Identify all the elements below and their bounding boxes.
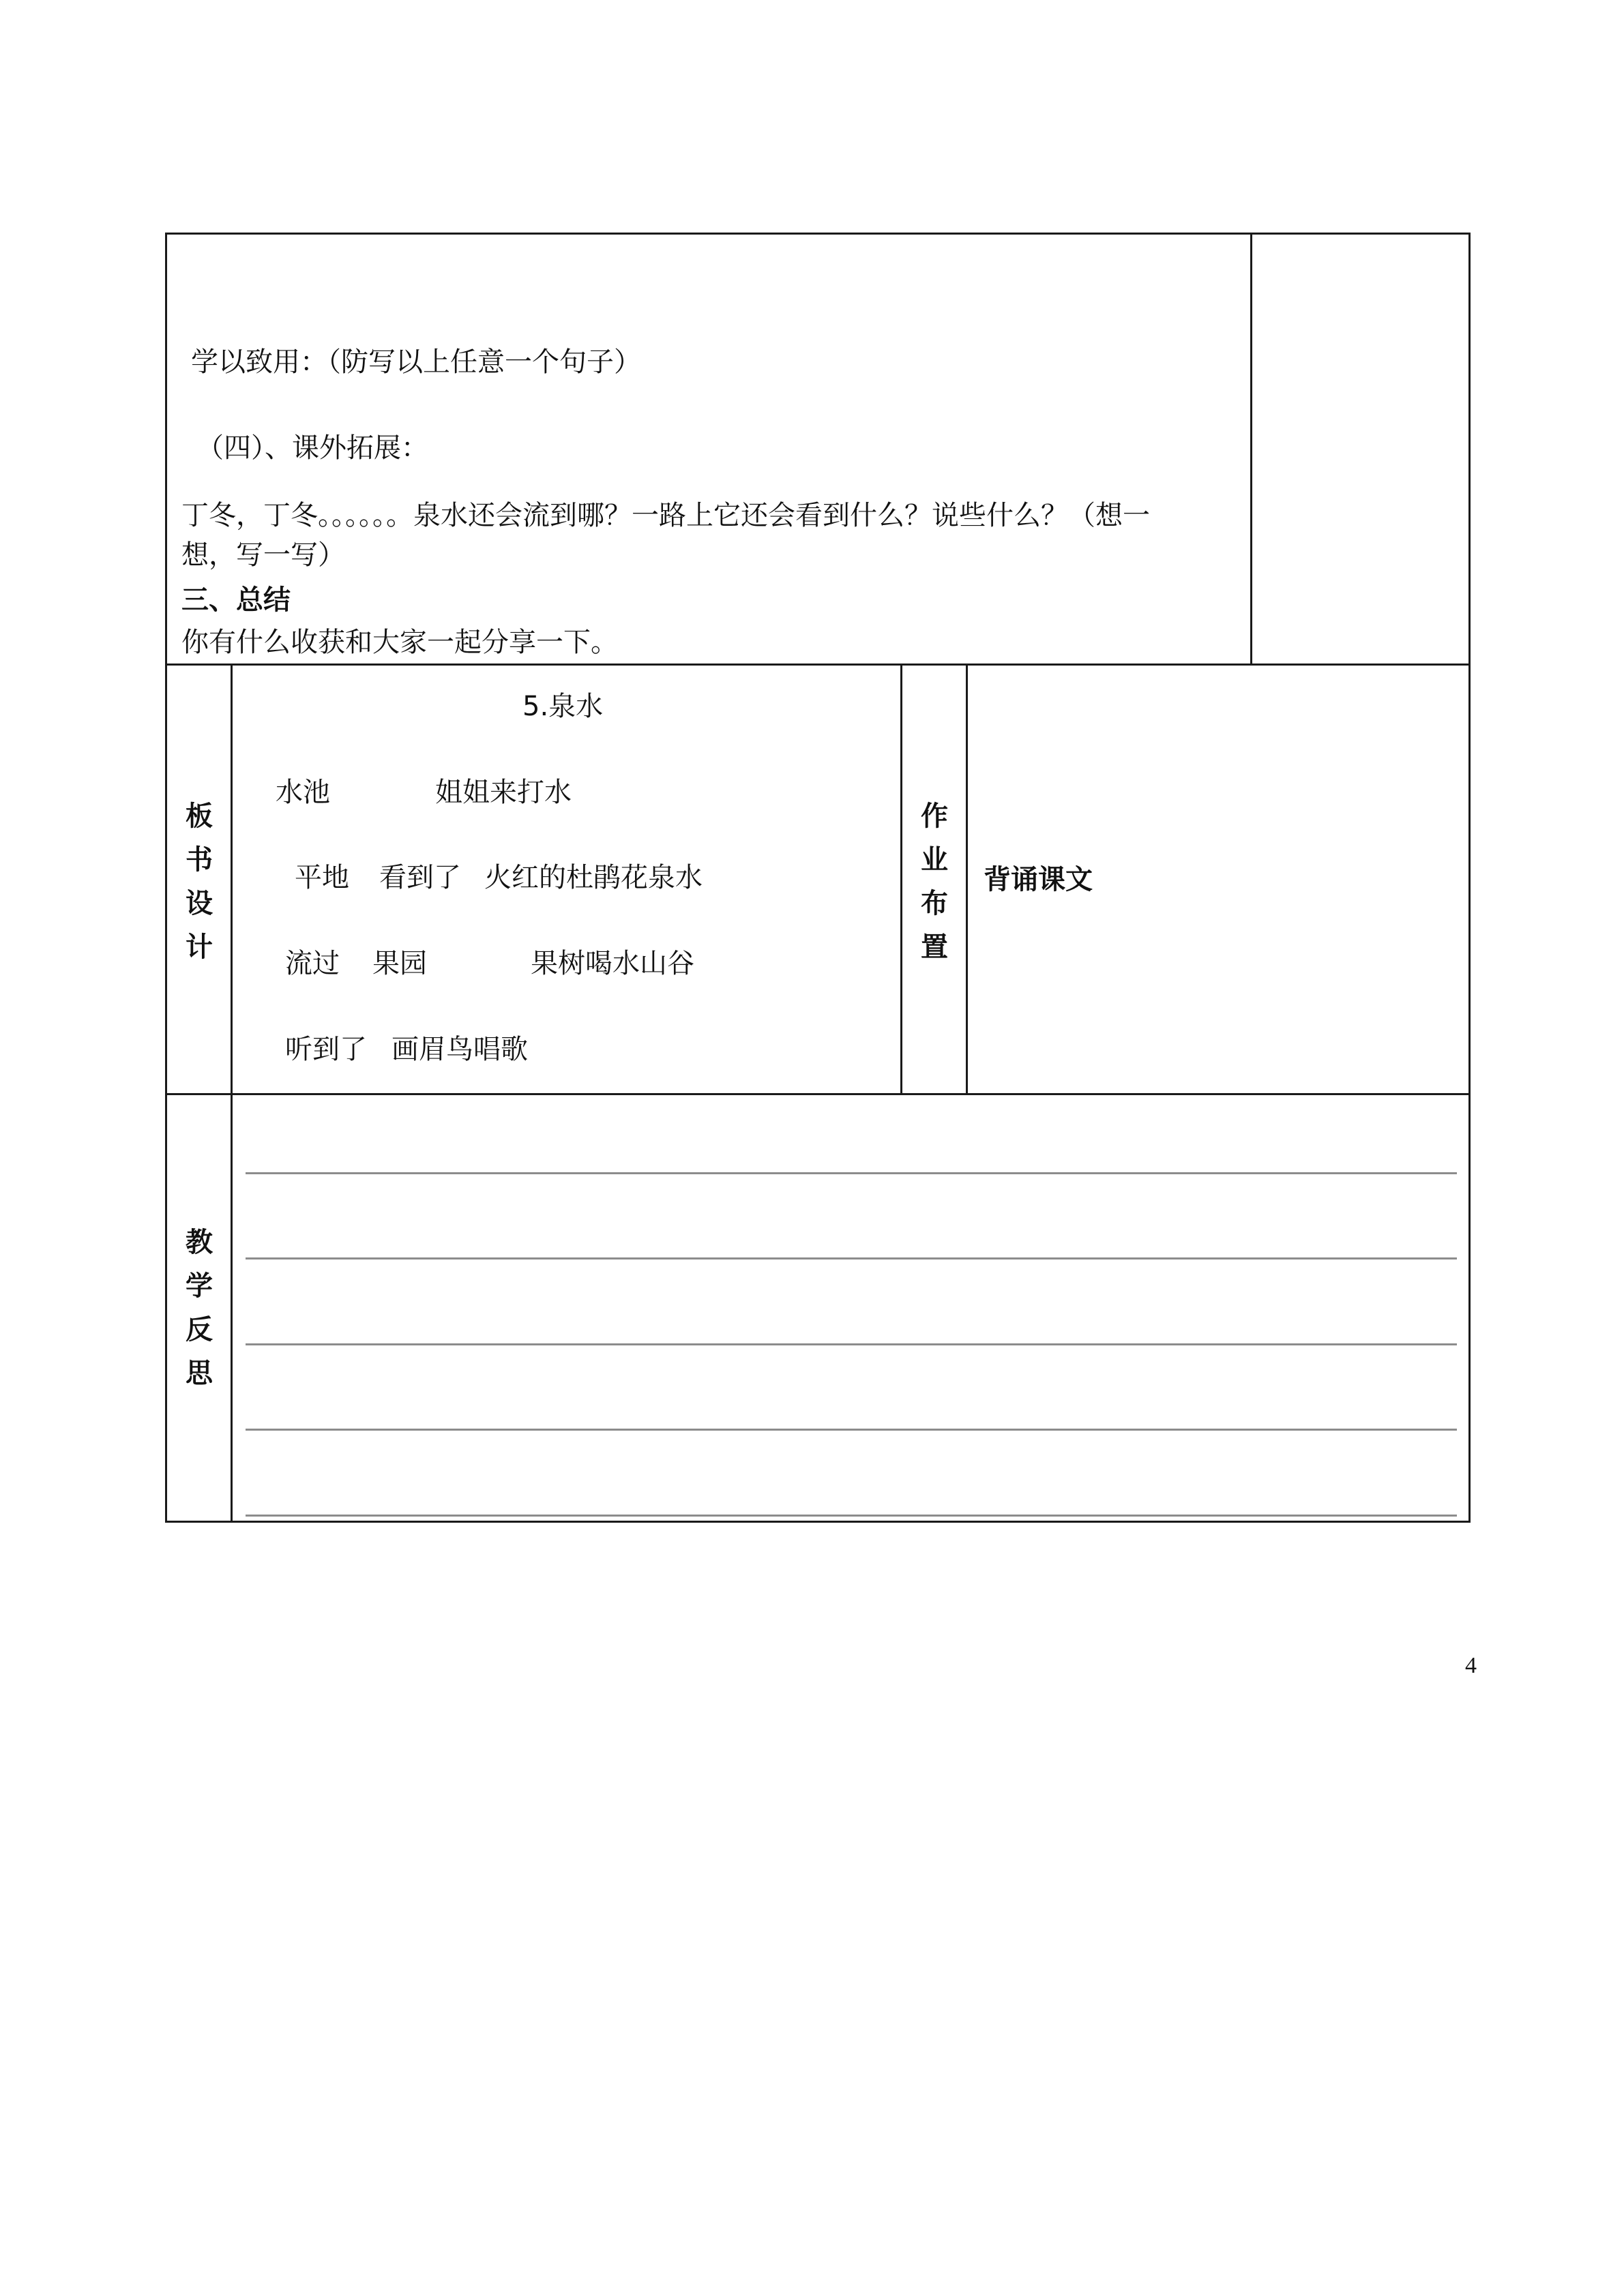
table-border-bottom [165,1521,1471,1523]
reflection-writing-line [246,1257,1457,1259]
reflection-writing-line [246,1172,1457,1174]
board-label-char: 书 [186,844,213,876]
table-border-left [165,233,167,1523]
board-line-4-b: 画眉鸟唱歌 [392,1034,528,1065]
homework-label-char: 布 [921,888,948,919]
reflection-writing-line [246,1515,1457,1517]
row-divider-1 [165,664,1471,666]
reflection-writing-line [246,1343,1457,1345]
apply-line: 学以致用：（防写以上任意一个句子） [191,346,641,378]
page-number: 4 [1465,1653,1477,1678]
board-line-3-b: 果园 [372,948,427,979]
board-label-char: 设 [186,888,213,919]
board-line-2-b: 看到了 [379,862,461,893]
reflection-writing-line [246,1429,1457,1431]
reflection-label-char: 反 [186,1314,213,1345]
reflection-label-char: 思 [186,1358,213,1389]
board-line-2-c: 火红的杜鹃花泉水 [484,862,703,893]
board-line-2-a: 平地 [295,862,349,893]
board-line-1-b: 姐姐来打水 [435,777,572,808]
board-line-1-a: 水池 [276,777,330,808]
row1-col-divider [1250,233,1252,666]
board-line-4-a: 听到了 [285,1034,367,1065]
reflection-label-char: 教 [186,1227,213,1258]
homework-label-char: 置 [921,931,948,963]
board-title: 5.泉水 [522,691,604,722]
label-col-divider [231,664,233,1523]
row-divider-2 [165,1093,1471,1095]
extension-title: （四）、课外拓展： [196,432,428,464]
homework-col-divider-left [900,664,902,1095]
reflection-label-char: 学 [186,1270,213,1302]
homework-content: 背诵课文 [984,864,1093,895]
homework-label-char: 作 [921,801,948,832]
summary-text: 你有什么收获和大家一起分享一下。 [181,627,618,658]
board-line-3-a: 流过 [285,948,340,979]
board-line-3-c: 果树喝水山谷 [531,948,694,979]
summary-title: 三、总结 [181,584,291,616]
extension-text-2: 想，写一写） [181,539,345,571]
extension-text-1: 丁冬，丁冬。。。。。。泉水还会流到哪？一路上它还会看到什么？说些什么？（想一 [181,500,1150,531]
table-border-top [165,233,1471,235]
board-label-char: 板 [186,801,213,832]
homework-label-char: 业 [921,844,948,876]
homework-col-divider-right [966,664,968,1095]
table-border-right [1468,233,1471,1523]
board-label-char: 计 [186,931,213,963]
